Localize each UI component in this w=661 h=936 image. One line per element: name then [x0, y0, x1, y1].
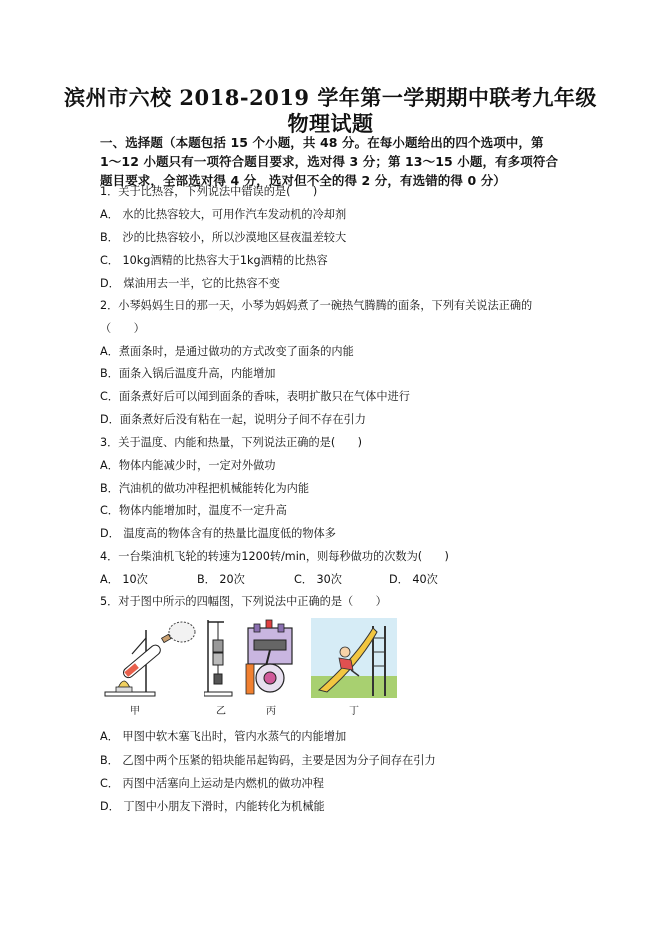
figure-bing-engine — [240, 618, 300, 698]
q3-option-a: A．物体内能减少时，一定对外做功 — [100, 459, 276, 472]
exam-subject-title: 物理试题 — [287, 111, 374, 136]
q4-option-d: D． 40次 — [389, 573, 438, 586]
q2-option-b: B．面条入锅后温度升高，内能增加 — [100, 367, 276, 380]
q4-option-a: A． 10次 — [100, 573, 148, 586]
q1-option-d: D． 煤油用去一半，它的比热容不变 — [100, 277, 280, 290]
figure-label-ding: 丁 — [349, 706, 359, 717]
q2-option-c: C．面条煮好后可以闻到面条的香味，表明扩散只在气体中进行 — [100, 390, 410, 403]
q4-option-b: B． 20次 — [197, 573, 245, 586]
q5-option-d: D． 丁图中小朋友下滑时，内能转化为机械能 — [100, 800, 325, 813]
exam-title: 滨州市六校 2018-2019 学年第一学期期中联考九年级 — [64, 85, 597, 110]
q5-option-b: B． 乙图中两个压紧的铅块能吊起钩码，主要是因为分子间存在引力 — [100, 754, 436, 767]
q5-option-c: C． 丙图中活塞向上运动是内燃机的做功冲程 — [100, 777, 324, 790]
q5-option-a: A． 甲图中软木塞飞出时，管内水蒸气的内能增加 — [100, 730, 347, 743]
q2-option-d: D．面条煮好后没有粘在一起，说明分子间不存在引力 — [100, 413, 366, 426]
q4-option-c: C． 30次 — [294, 573, 342, 586]
q4-stem: 4．一台柴油机飞轮的转速为1200转/min，则每秒做功的次数为( ) — [100, 550, 449, 563]
q2-option-a: A．煮面条时，是通过做功的方式改变了面条的内能 — [100, 345, 354, 358]
q2-stem-paren: （ ） — [100, 322, 145, 335]
q1-stem: 1．关于比热容，下列说法中错误的是( ) — [100, 185, 318, 198]
q1-option-a: A． 水的比热容较大，可用作汽车发动机的冷却剂 — [100, 208, 347, 221]
figure-jia-test-tube — [100, 618, 200, 698]
q1-option-c: C． 10kg酒精的比热容大于1kg酒精的比热容 — [100, 254, 328, 267]
q3-option-c: C．物体内能增加时，温度不一定升高 — [100, 504, 287, 517]
q5-stem: 5．对于图中所示的四幅图，下列说法中正确的是（ ） — [100, 595, 387, 608]
q2-stem: 2．小琴妈妈生日的那一天，小琴为妈妈煮了一碗热气腾腾的面条，下列有关说法正确的 — [100, 299, 533, 312]
section-line-2: 1～12 小题只有一项符合题目要求，选对得 3 分；第 13～15 小题，有多项符合 — [100, 154, 559, 169]
section-line-3: 题目要求，全部选对得 4 分，选对但不全的得 2 分，有选错的得 0 分） — [100, 173, 506, 188]
figure-label-bing: 丙 — [266, 706, 276, 717]
q3-stem: 3．关于温度、内能和热量，下列说法正确的是( ) — [100, 436, 362, 449]
figure-ding-slide — [311, 618, 397, 698]
q3-option-d: D． 温度高的物体含有的热量比温度低的物体多 — [100, 527, 336, 540]
section-line-1: 一、选择题（本题包括 15 个小题，共 48 分。在每小题给出的四个选项中，第 — [100, 135, 544, 150]
figure-label-yi: 乙 — [216, 706, 226, 717]
q5-figures — [96, 618, 456, 718]
figure-yi-lead-blocks — [204, 618, 234, 698]
figure-label-jia: 甲 — [130, 706, 140, 717]
q3-option-b: B．汽油机的做功冲程把机械能转化为内能 — [100, 482, 310, 495]
q1-option-b: B． 沙的比热容较小，所以沙漠地区昼夜温差较大 — [100, 231, 347, 244]
section-instructions — [100, 133, 565, 190]
